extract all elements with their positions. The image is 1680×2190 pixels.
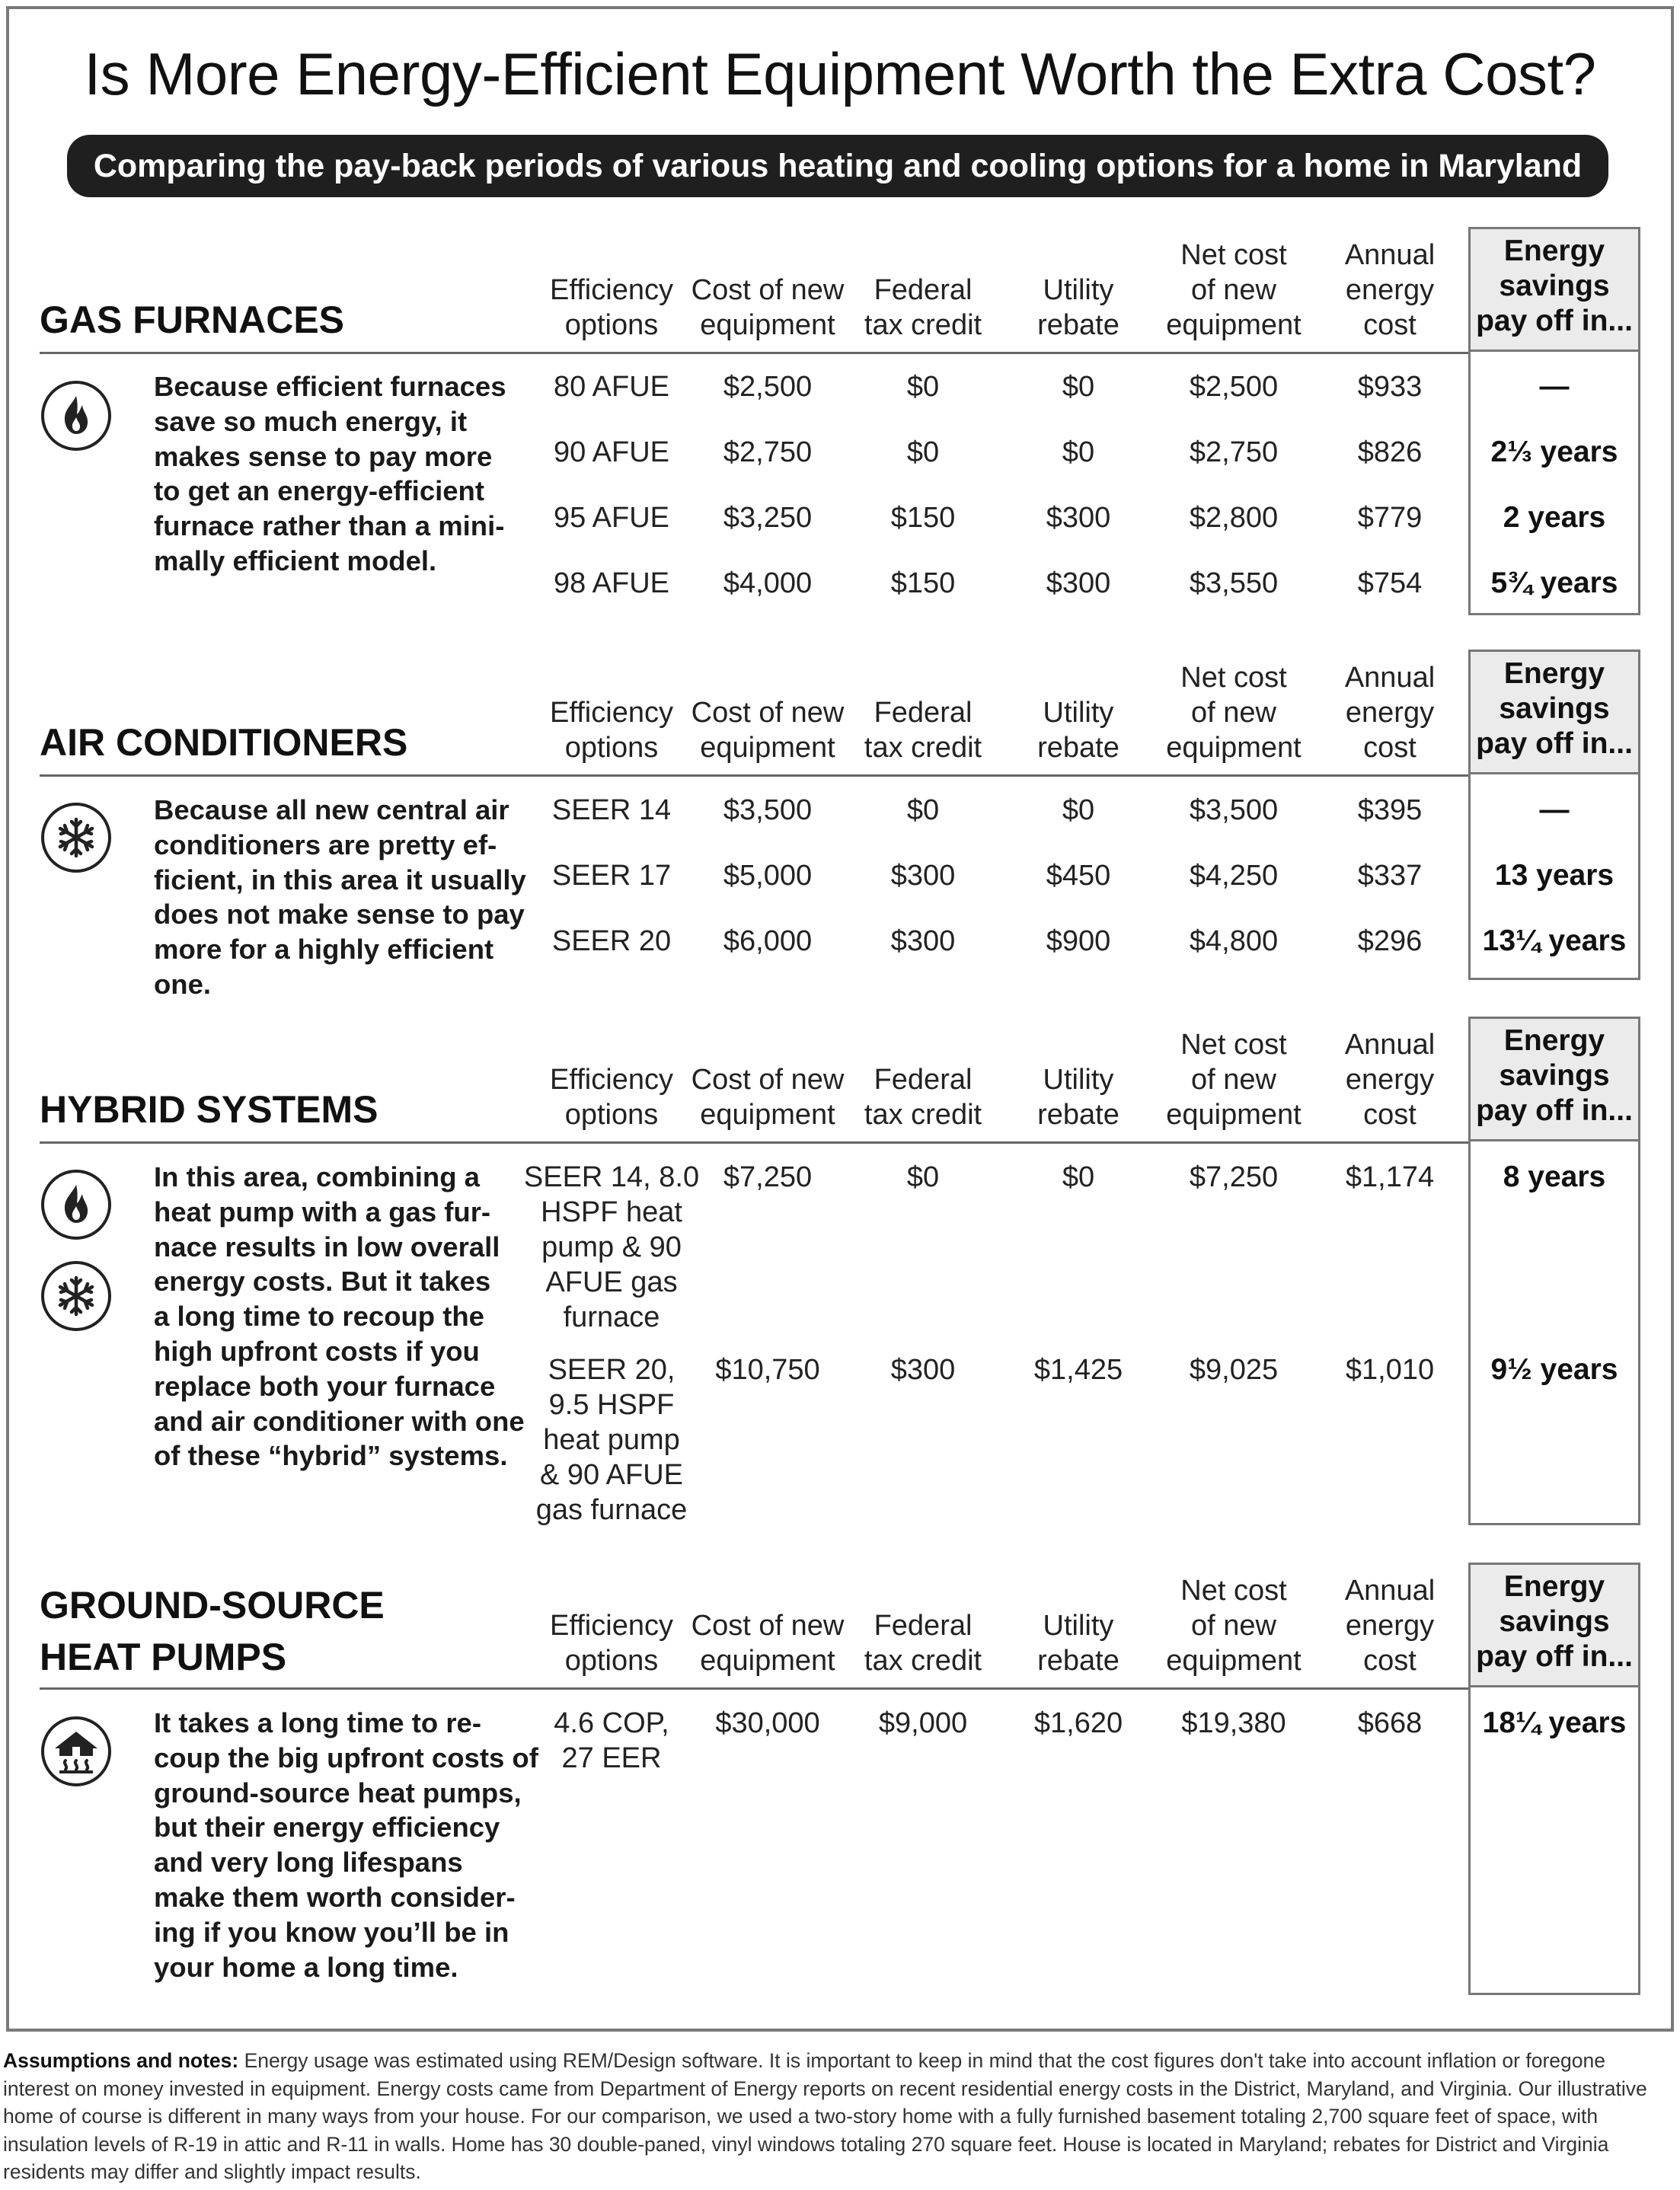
efficiency-option-line: SEER 14, 8.0 xyxy=(523,1161,700,1193)
geothermal-house-icon xyxy=(40,1715,113,1788)
section-description-line: ing if you know you’ll be in xyxy=(154,1916,509,1948)
column-header-line: Federal xyxy=(874,1064,973,1096)
column-header-line: Efficiency xyxy=(550,1610,673,1642)
equipment-cost: $4,000 xyxy=(723,567,813,599)
efficiency-option: SEER 17 xyxy=(551,860,672,892)
column-header-credit xyxy=(835,1062,1011,1132)
column-header-line: cost xyxy=(1363,309,1417,341)
section-description-line: ground-source heat pumps, xyxy=(154,1777,522,1809)
section-description-line: coup the big upfront costs of xyxy=(154,1741,538,1773)
payoff-period: 13 years xyxy=(1494,859,1615,892)
section-description-line: a long time to recoup the xyxy=(154,1301,484,1333)
flame-icon xyxy=(40,1168,113,1241)
notes-text: Energy usage was estimated using REM/Design software. It is important to keep in mind that the cost figures don't take into account inflation or foregone interest on money invested in equipment. Energy costs came from Department of Energy reports on recent residential energy costs in the District, Maryland, and Virginia. Our illustrative home of course is different in many ways from your house. For our comparison, we used a two-story home with a fully furnished basement totaling 2,700 square feet of space, with insulation levels of R-19 in attic and R-11 in walls. Home has 30 double-paned, vinyl windows totaling 270 square feet. House is located in Maryland; rebates for District and Virginia residents may differ and slightly impact results. xyxy=(3,2049,1647,2183)
column-header-line: Net cost xyxy=(1180,1575,1287,1607)
column-header-net xyxy=(1146,238,1321,343)
annual-energy-cost: $337 xyxy=(1357,860,1423,892)
efficiency-option-line: & 90 AFUE xyxy=(540,1459,683,1491)
snowflake-icon xyxy=(40,1259,113,1333)
utility-rebate: $0 xyxy=(1062,371,1095,403)
column-header-line: tax credit xyxy=(864,732,982,764)
section-description-line: more for a highly efficient one. xyxy=(154,934,494,1000)
column-header-net xyxy=(1146,1027,1321,1132)
column-header-rebate xyxy=(991,695,1166,765)
column-header-line: of new xyxy=(1191,1610,1276,1642)
payoff-period: — xyxy=(1539,793,1570,826)
section-description-line: conditioners are pretty ef- xyxy=(154,828,497,860)
column-header-annual xyxy=(1302,660,1477,765)
section-description-line: does not make sense to pay xyxy=(154,899,525,931)
column-header-line: Utility xyxy=(1043,697,1114,729)
section-description-line: ficient, in this area it usually xyxy=(154,864,526,895)
net-cost: $2,800 xyxy=(1189,502,1279,534)
payoff-header-line: savings xyxy=(1499,692,1610,725)
column-header-line: Efficiency xyxy=(550,697,673,729)
notes-label: Assumptions and notes: xyxy=(3,2049,239,2072)
efficiency-option: 95 AFUE xyxy=(553,502,670,534)
federal-tax-credit: $150 xyxy=(890,567,956,599)
column-header-line: Cost of new xyxy=(691,697,845,729)
section-description-line: replace both your furnace xyxy=(154,1370,496,1402)
net-cost: $2,750 xyxy=(1189,436,1279,468)
section-divider xyxy=(40,774,1468,777)
column-header-line: tax credit xyxy=(864,309,982,341)
section-description xyxy=(154,793,550,1002)
column-header-credit xyxy=(835,1608,1011,1678)
column-header-rebate xyxy=(991,273,1166,343)
column-header-line: cost xyxy=(1363,732,1417,764)
column-header-rebate xyxy=(991,1062,1166,1132)
annual-energy-cost: $1,010 xyxy=(1345,1354,1435,1386)
column-header-line: rebate xyxy=(1037,732,1119,764)
column-header-cost xyxy=(680,273,855,343)
section-description xyxy=(154,369,550,579)
column-header-line: Utility xyxy=(1043,1610,1114,1642)
payoff-header xyxy=(1468,1563,1640,1687)
column-header-line: rebate xyxy=(1037,1099,1119,1131)
efficiency-option: 90 AFUE xyxy=(553,436,670,468)
payoff-header-line: pay off in... xyxy=(1476,305,1633,337)
section-divider xyxy=(40,352,1468,354)
payoff-period: 18¼ years xyxy=(1482,1706,1627,1739)
page-title: Is More Energy-Efficient Equipment Worth the Extra Cost? xyxy=(84,40,1596,107)
column-header-annual xyxy=(1302,1573,1477,1678)
column-header-cost xyxy=(680,1608,855,1678)
efficiency-option-line: SEER 20, xyxy=(548,1354,676,1386)
net-cost: $4,800 xyxy=(1189,925,1279,957)
column-header-line: equipment xyxy=(700,732,835,764)
payoff-period: 8 years xyxy=(1503,1160,1606,1193)
column-header-line: Utility xyxy=(1043,274,1114,306)
column-header-annual xyxy=(1302,238,1477,343)
federal-tax-credit: $0 xyxy=(906,794,940,826)
column-header-line: Federal xyxy=(874,697,973,729)
column-header-efficiency xyxy=(524,273,699,343)
net-cost: $2,500 xyxy=(1189,371,1279,403)
net-cost: $3,550 xyxy=(1189,567,1279,599)
column-header-line: tax credit xyxy=(864,1099,982,1131)
column-header-line: Annual xyxy=(1344,1029,1436,1061)
payoff-period: 13¼ years xyxy=(1482,924,1627,957)
column-header-line: equipment xyxy=(1166,1099,1302,1131)
section-title: GAS FURNACES xyxy=(40,298,345,341)
net-cost: $9,025 xyxy=(1189,1354,1279,1386)
column-header-line: energy xyxy=(1345,1064,1435,1096)
section-title-line: HEAT PUMPS xyxy=(40,1636,287,1678)
payoff-header-line: Energy xyxy=(1503,1570,1605,1603)
annual-energy-cost: $933 xyxy=(1357,371,1423,403)
section-description xyxy=(154,1706,550,1984)
column-header-line: Annual xyxy=(1344,239,1436,271)
section-description-line: save so much energy, it xyxy=(154,405,468,437)
utility-rebate: $300 xyxy=(1046,502,1111,534)
annual-energy-cost: $754 xyxy=(1357,567,1423,599)
section-description-line: furnace rather than a mini- xyxy=(154,510,505,542)
section-title-line: GROUND-SOURCE xyxy=(40,1584,385,1627)
payoff-column-box xyxy=(1468,1141,1640,1525)
equipment-cost: $6,000 xyxy=(723,925,813,957)
federal-tax-credit: $0 xyxy=(906,1161,940,1193)
column-header-line: energy xyxy=(1345,1610,1435,1642)
payoff-period: 5¾ years xyxy=(1490,567,1618,599)
utility-rebate: $1,620 xyxy=(1033,1707,1123,1739)
column-header-cost xyxy=(680,1062,855,1132)
column-header-line: Net cost xyxy=(1180,239,1287,271)
column-header-line: Net cost xyxy=(1180,1029,1287,1061)
net-cost: $7,250 xyxy=(1189,1161,1279,1193)
payoff-header-line: savings xyxy=(1499,270,1610,302)
annual-energy-cost: $668 xyxy=(1357,1707,1423,1739)
efficiency-option-line: gas furnace xyxy=(535,1494,688,1526)
column-header-line: options xyxy=(564,309,659,341)
column-header-line: Federal xyxy=(874,274,973,306)
federal-tax-credit: $300 xyxy=(890,1354,956,1386)
column-header-line: equipment xyxy=(1166,732,1302,764)
net-cost: $4,250 xyxy=(1189,860,1279,892)
column-header-line: Cost of new xyxy=(691,1064,845,1096)
section-description-line: but their energy efficiency xyxy=(154,1812,500,1844)
payoff-header xyxy=(1468,1017,1640,1141)
section-description-line: nace results in low overall xyxy=(154,1231,500,1263)
column-header-credit xyxy=(835,273,1011,343)
column-header-line: cost xyxy=(1363,1645,1417,1677)
section-description xyxy=(154,1160,550,1473)
utility-rebate: $450 xyxy=(1046,860,1111,892)
column-header-rebate xyxy=(991,1608,1166,1678)
utility-rebate: $300 xyxy=(1046,567,1111,599)
payoff-period: 9½ years xyxy=(1490,1353,1618,1386)
federal-tax-credit: $0 xyxy=(906,436,940,468)
column-header-line: tax credit xyxy=(864,1645,982,1677)
federal-tax-credit: $300 xyxy=(890,925,956,957)
utility-rebate: $0 xyxy=(1062,794,1095,826)
column-header-line: Cost of new xyxy=(691,274,845,306)
column-header-line: cost xyxy=(1363,1099,1417,1131)
column-header-cost xyxy=(680,695,855,765)
section-description-line: Because efficient furnaces xyxy=(154,371,506,402)
section-title xyxy=(40,1579,385,1683)
column-header-efficiency xyxy=(524,1062,699,1132)
column-header-efficiency xyxy=(524,695,699,765)
efficiency-option-line: AFUE gas xyxy=(545,1266,678,1298)
column-header-line: of new xyxy=(1191,697,1276,729)
section-description-line: mally efficient model. xyxy=(154,544,437,576)
equipment-cost: $2,750 xyxy=(723,436,813,468)
section-title: HYBRID SYSTEMS xyxy=(40,1088,378,1131)
federal-tax-credit: $0 xyxy=(906,371,940,403)
page-subtitle: Comparing the pay-back periods of various heating and cooling options for a home in Maryland xyxy=(67,135,1608,197)
column-header-line: equipment xyxy=(700,1645,835,1677)
column-header-line: energy xyxy=(1345,274,1435,306)
payoff-header-line: Energy xyxy=(1503,1024,1605,1057)
annual-energy-cost: $779 xyxy=(1357,502,1423,534)
section-title: AIR CONDITIONERS xyxy=(40,721,408,764)
section-description-line: Because all new central air xyxy=(154,794,509,825)
column-header-line: rebate xyxy=(1037,309,1119,341)
equipment-cost: $2,500 xyxy=(723,371,813,403)
section-description-line: makes sense to pay more xyxy=(154,440,493,472)
section-description-line: your home a long time. xyxy=(154,1951,458,1983)
utility-rebate: $0 xyxy=(1062,1161,1095,1193)
payoff-period: — xyxy=(1539,370,1570,403)
column-header-line: Cost of new xyxy=(691,1610,845,1642)
annual-energy-cost: $1,174 xyxy=(1345,1161,1435,1193)
payoff-header-line: pay off in... xyxy=(1476,727,1633,760)
column-header-annual xyxy=(1302,1027,1477,1132)
utility-rebate: $1,425 xyxy=(1033,1354,1123,1386)
equipment-cost: $10,750 xyxy=(715,1354,820,1386)
column-header-line: options xyxy=(564,1645,659,1677)
column-header-line: equipment xyxy=(1166,1645,1302,1677)
column-header-net xyxy=(1146,1573,1321,1678)
column-header-line: rebate xyxy=(1037,1645,1119,1677)
efficiency-option: 80 AFUE xyxy=(553,371,670,403)
snowflake-icon xyxy=(40,801,113,874)
equipment-cost: $3,500 xyxy=(723,794,813,826)
net-cost: $3,500 xyxy=(1189,794,1279,826)
equipment-cost: $30,000 xyxy=(715,1707,820,1739)
federal-tax-credit: $300 xyxy=(890,860,956,892)
assumptions-notes xyxy=(3,2047,1675,2186)
section-description-line: In this area, combining a xyxy=(154,1161,480,1192)
payoff-header xyxy=(1468,650,1640,774)
efficiency-option-line: furnace xyxy=(563,1301,660,1333)
payoff-header xyxy=(1468,227,1640,352)
column-header-line: energy xyxy=(1345,697,1435,729)
column-header-line: Federal xyxy=(874,1610,973,1642)
payoff-header-line: savings xyxy=(1499,1059,1610,1092)
federal-tax-credit: $150 xyxy=(890,502,956,534)
payoff-period: 2 years xyxy=(1503,501,1606,534)
equipment-cost: $5,000 xyxy=(723,860,813,892)
column-header-efficiency xyxy=(524,1608,699,1678)
efficiency-option-line: 9.5 HSPF xyxy=(548,1389,675,1421)
net-cost: $19,380 xyxy=(1181,1707,1286,1739)
efficiency-option-line: 4.6 COP, xyxy=(554,1707,669,1739)
annual-energy-cost: $395 xyxy=(1357,794,1423,826)
column-header-line: options xyxy=(564,1099,659,1131)
column-header-line: Annual xyxy=(1344,662,1436,694)
section-divider xyxy=(40,1141,1468,1144)
section-description-line: and air conditioner with one xyxy=(154,1405,525,1437)
efficiency-option: SEER 20 xyxy=(551,925,672,957)
payoff-header-line: Energy xyxy=(1503,235,1605,267)
section-description-line: high upfront costs if you xyxy=(154,1335,480,1367)
efficiency-option-line: HSPF heat xyxy=(541,1196,682,1228)
column-header-line: of new xyxy=(1191,274,1276,306)
column-header-line: equipment xyxy=(700,1099,835,1131)
efficiency-option: 98 AFUE xyxy=(553,567,670,599)
section-description-line: energy costs. But it takes xyxy=(154,1266,491,1298)
column-header-line: options xyxy=(564,732,659,764)
section-description-line: It takes a long time to re- xyxy=(154,1707,481,1738)
equipment-cost: $3,250 xyxy=(723,502,813,534)
payoff-header-line: pay off in... xyxy=(1476,1640,1633,1673)
payoff-header-line: pay off in... xyxy=(1476,1094,1633,1127)
section-description-line: of these “hybrid” systems. xyxy=(154,1440,508,1472)
efficiency-option-line: 27 EER xyxy=(561,1742,662,1774)
annual-energy-cost: $296 xyxy=(1357,925,1423,957)
section-description-line: to get an energy-efficient xyxy=(154,475,485,507)
section-description-line: and very long lifespans xyxy=(154,1847,463,1879)
utility-rebate: $0 xyxy=(1062,436,1095,468)
efficiency-option-line: pump & 90 xyxy=(541,1231,682,1263)
payoff-header-line: Energy xyxy=(1503,657,1605,690)
payoff-header-line: savings xyxy=(1499,1605,1610,1638)
section-description-line: heat pump with a gas fur- xyxy=(154,1196,491,1227)
column-header-line: equipment xyxy=(700,309,835,341)
efficiency-option: SEER 14 xyxy=(551,794,672,826)
column-header-credit xyxy=(835,695,1011,765)
column-header-line: Net cost xyxy=(1180,662,1287,694)
column-header-line: equipment xyxy=(1166,309,1302,341)
payoff-period: 2⅓ years xyxy=(1490,436,1618,468)
federal-tax-credit: $9,000 xyxy=(878,1707,968,1739)
utility-rebate: $900 xyxy=(1046,925,1111,957)
column-header-line: Annual xyxy=(1344,1575,1436,1607)
column-header-line: Utility xyxy=(1043,1064,1114,1096)
section-divider xyxy=(40,1687,1468,1690)
column-header-line: Efficiency xyxy=(550,274,673,306)
efficiency-option-line: heat pump xyxy=(543,1424,680,1456)
column-header-line: Efficiency xyxy=(550,1064,673,1096)
column-header-line: of new xyxy=(1191,1064,1276,1096)
column-header-net xyxy=(1146,660,1321,765)
annual-energy-cost: $826 xyxy=(1357,436,1423,468)
section-description-line: make them worth consider- xyxy=(154,1881,516,1913)
flame-icon xyxy=(40,379,113,452)
equipment-cost: $7,250 xyxy=(723,1161,813,1193)
